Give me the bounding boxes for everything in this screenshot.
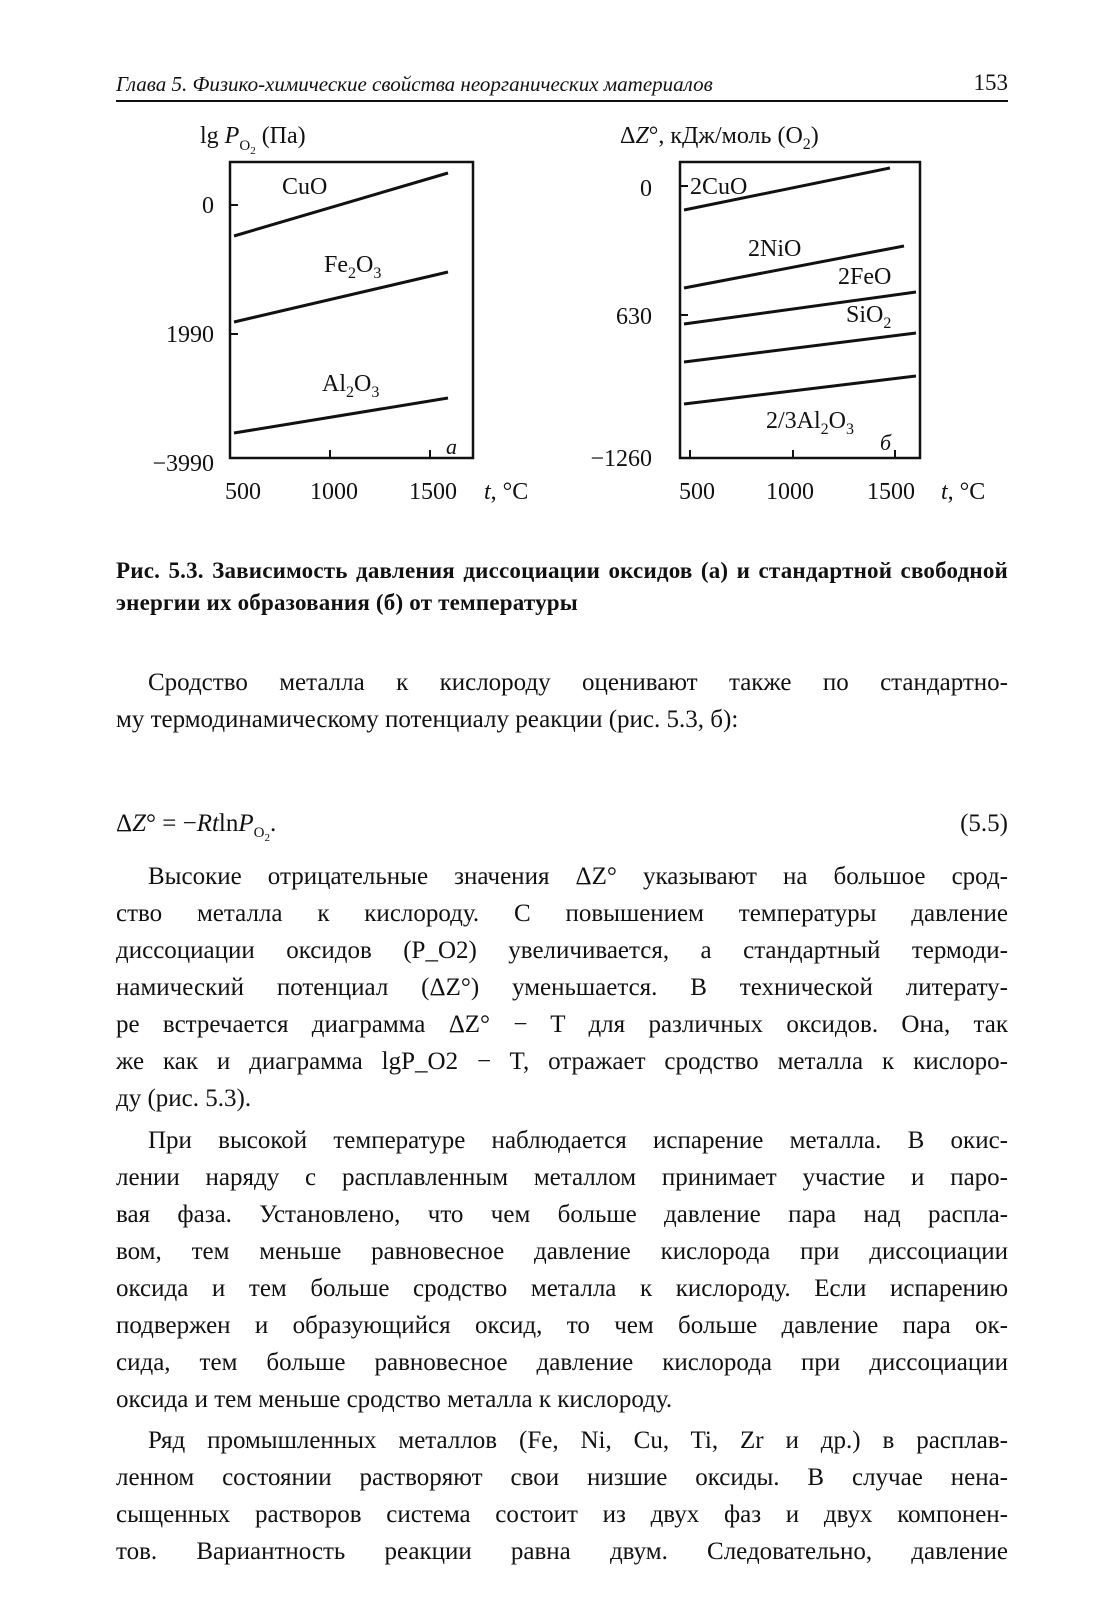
equation-number: (5.5) — [960, 810, 1008, 837]
para3-line-6: сида, тем больше равновесное давление кислорода при диссоциации — [116, 1349, 1008, 1376]
label-2-3Al2O3: $2/3Al_2O_3$ — [766, 408, 855, 438]
para2-line-1: ство металла к кислороду. С повышением температуры давление — [116, 900, 1008, 927]
page-number: 153 — [973, 70, 1008, 95]
line-SiO2 — [684, 333, 916, 362]
panel-b-xtick-1: 1000 — [766, 479, 814, 505]
equation-5-5 — [116, 810, 1008, 850]
panel-a-ytick-1: 1990 — [166, 322, 214, 348]
para4-line-3: тов. Вариантность реакции равна двум. Следовательно, давление — [116, 1538, 1008, 1565]
panel-b-label: б — [880, 430, 892, 455]
para1-line-1: му термодинамическому потенциалу реакции (рис. 5.3, б): — [116, 706, 739, 733]
line-CuO — [234, 173, 448, 236]
para2-line-6: ду (рис. 5.3). — [116, 1085, 252, 1112]
para3-line-7: оксида и тем меньше сродство металла к кислороду. — [116, 1386, 673, 1413]
para3-line-0: При высокой температуре наблюдается испарение металла. В окис- — [148, 1127, 1008, 1154]
para3-line-5: подвержен и образующийся оксид, то чем больше давление пара ок- — [116, 1312, 1008, 1339]
panel-b — [590, 123, 985, 505]
label-SiO2: SiO$_2$ — [846, 302, 892, 332]
label-Fe2O3: $Fe_2O_3$ — [324, 252, 382, 282]
panel-b-ytick-1: 630 — [616, 304, 652, 330]
para2-line-2: диссоциации оксидов (P_O2) увеличивается, а стандартный термоди- — [116, 937, 1008, 964]
panel-b-ytick-0: 0 — [640, 176, 652, 202]
label-2CuO: 2CuO — [690, 174, 748, 200]
panel-a — [152, 123, 528, 505]
panel-a-xunit: t, °C — [484, 479, 529, 505]
panel-a-ytick-0: 0 — [202, 193, 214, 219]
panel-b-xtick-2: 1500 — [867, 479, 915, 505]
line-Al2O3 — [234, 398, 448, 433]
panel-a-xtick-0: 500 — [225, 479, 261, 505]
panel-a-ylabel: $\lg P_O2$ (Па) — [200, 123, 306, 157]
panel-a-xtick-1: 1000 — [310, 479, 358, 505]
label-Al2O3: $Al_2O_3$ — [322, 371, 380, 401]
para2-line-0: Высокие отрицательные значения ΔZ° указывают на большое срод- — [148, 863, 1008, 890]
para4-line-2: сыщенных растворов система состоит из двух фаз и двух компонен- — [116, 1501, 1008, 1528]
para2-line-5: же как и диаграмма lgP_O2 − T, отражает сродство металла к кислоро- — [116, 1048, 1008, 1075]
para2-line-4: ре встречается диаграмма ΔZ° − T для различных оксидов. Она, так — [116, 1011, 1008, 1038]
para4-line-1: ленном состоянии растворяют свои низшие оксиды. В случае нена- — [116, 1464, 1008, 1491]
panel-b-xtick-0: 500 — [679, 479, 715, 505]
figure-5-3 — [0, 0, 1103, 540]
label-2NiO: 2NiO — [748, 236, 802, 262]
para4-line-0: Ряд промышленных металлов (Fe, Ni, Cu, Ti, Zr и др.) в расплав- — [148, 1427, 1008, 1454]
equation-formula: ΔZ° = −RtlnP$_{O_2}$. — [116, 810, 277, 844]
figure-caption: Рис. 5.3. Зависимость давления диссоциации оксидов (а) и стандартной свободной энергии их образования (б) от температуры — [116, 558, 1008, 615]
para3-line-3: вом, тем меньше равновесное давление кислорода при диссоциации — [116, 1238, 1008, 1265]
panel-b-xunit: t, °C — [941, 479, 986, 505]
line-2-3Al2O3 — [684, 376, 916, 404]
panel-b-ylabel: ΔZ°, кДж/моль $(O_2)$ — [620, 123, 819, 153]
label-2FeO: 2FeO — [838, 264, 892, 290]
para1-line-0: Сродство металла к кислороду оценивают также по стандартно- — [148, 669, 1008, 696]
para3-line-1: лении наряду с расплавленным металлом принимает участие и паро- — [116, 1164, 1008, 1191]
para3-line-2: вая фаза. Установлено, что чем больше давление пара над распла- — [116, 1201, 1008, 1228]
panel-a-ytick-2: −3990 — [152, 451, 214, 477]
para3-line-4: оксида и тем больше сродство металла к кислороду. Если испарению — [116, 1275, 1008, 1302]
chapter-title: Глава 5. Физико-химические свойства неорганических материалов — [116, 72, 713, 96]
label-CuO: CuO — [282, 174, 328, 200]
panel-a-label: а — [446, 434, 457, 459]
panel-b-ytick-2: −1260 — [590, 446, 652, 472]
line-Fe2O3 — [234, 272, 448, 322]
para2-line-3: намический потенциал (ΔZ°) уменьшается. В технической литерату- — [116, 974, 1008, 1001]
panel-a-xtick-2: 1500 — [409, 479, 457, 505]
